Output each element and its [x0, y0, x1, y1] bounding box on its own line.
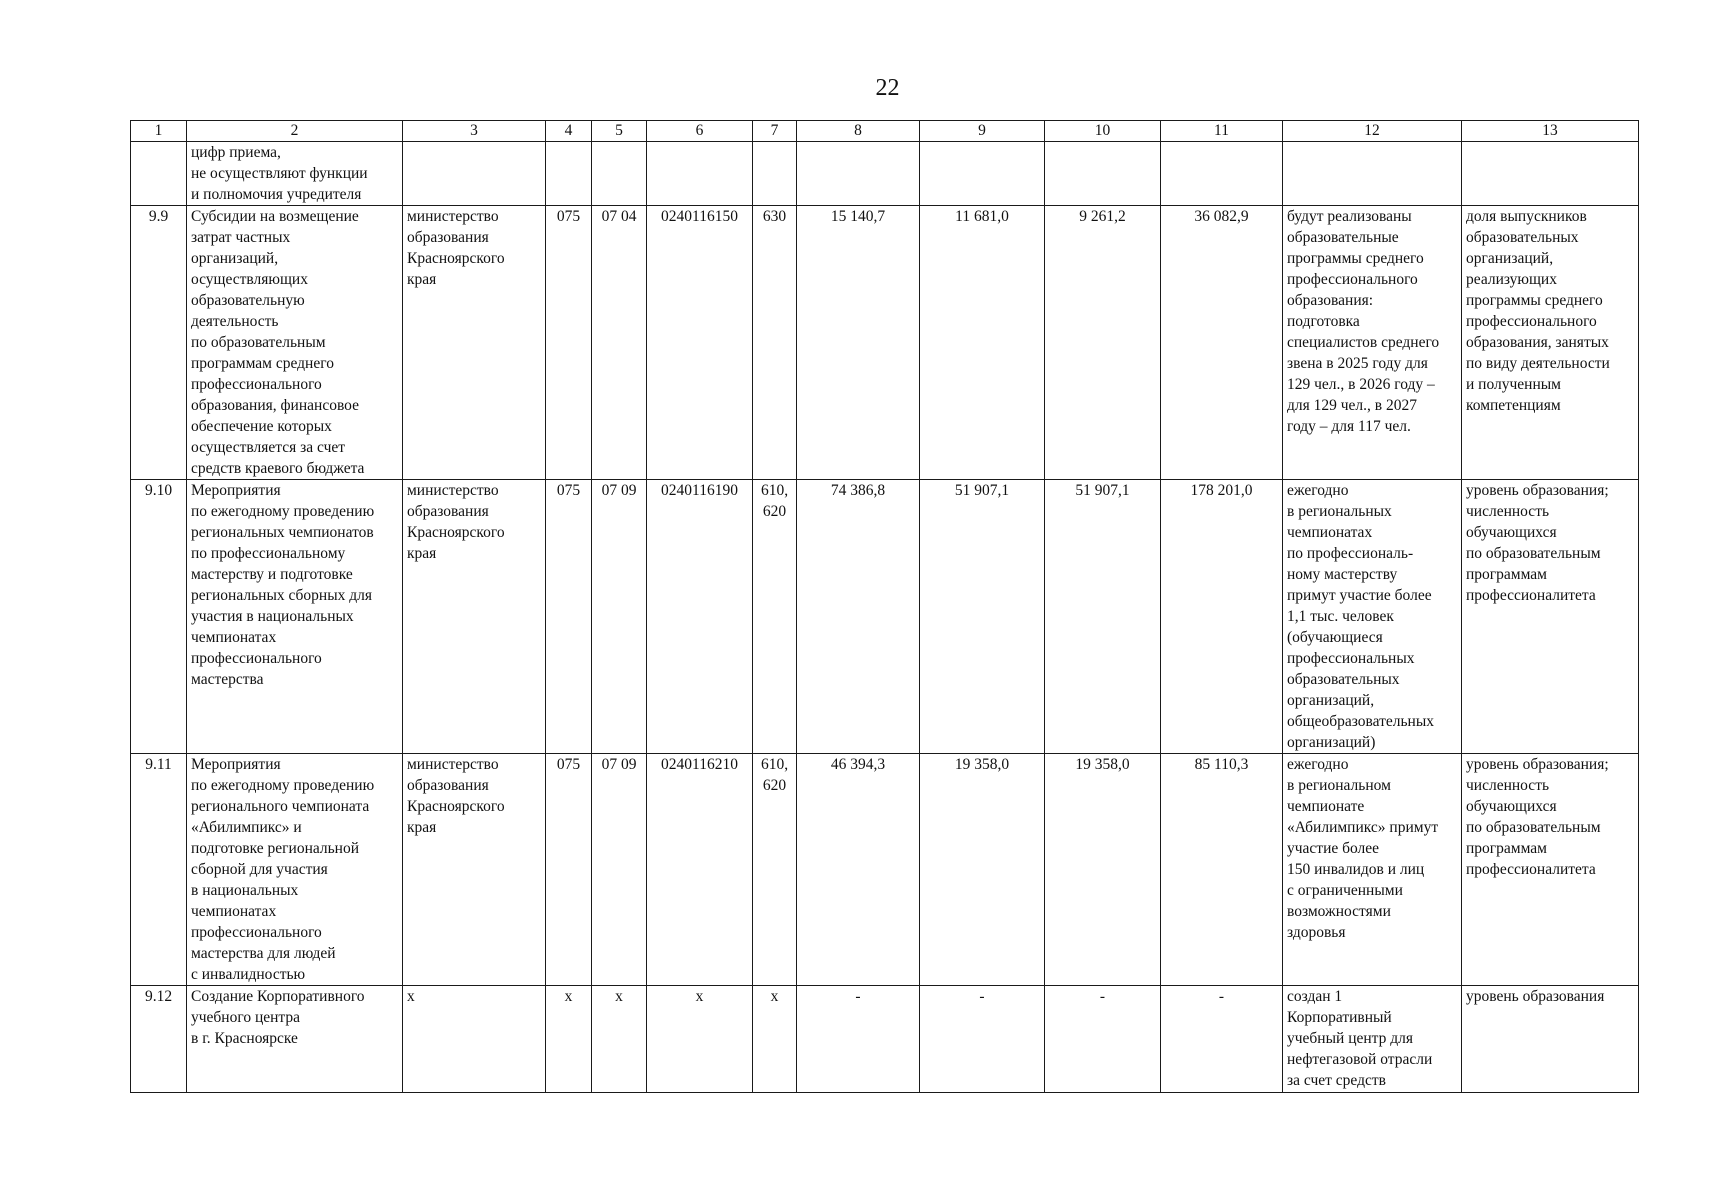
table-cell: 85 110,3	[1161, 754, 1283, 986]
table-cell	[1283, 142, 1462, 206]
table-cell: 610, 620	[753, 754, 797, 986]
table-cell: 9 261,2	[1045, 206, 1161, 480]
program-activities-table	[130, 120, 1639, 1093]
column-number: 7	[753, 121, 797, 142]
table-cell: 11 681,0	[920, 206, 1045, 480]
table-cell	[1462, 142, 1639, 206]
table-cell: х	[647, 986, 753, 1093]
expected-result: создан 1 Корпоративный учебный центр для нефтегазовой отрасли за счет средств	[1283, 986, 1462, 1093]
row-number: 9.12	[131, 986, 187, 1093]
table-row	[131, 986, 1639, 1093]
table-cell: -	[797, 986, 920, 1093]
table-cell: -	[920, 986, 1045, 1093]
table-cell: 075	[546, 480, 592, 754]
table-cell: 51 907,1	[920, 480, 1045, 754]
column-number: 8	[797, 121, 920, 142]
indicator: уровень образования	[1462, 986, 1639, 1093]
table-cell	[1045, 142, 1161, 206]
table-row	[131, 480, 1639, 754]
expected-result: будут реализованы образовательные программы среднего профессионального образования: подготовка специалистов среднего звена в 2025 году для 129 чел., в 2026 году – для 129 чел., в 2027 году – для 117 чел.	[1283, 206, 1462, 480]
page-number: 22	[875, 75, 900, 101]
table-cell: 630	[753, 206, 797, 480]
table-cell: 075	[546, 206, 592, 480]
table-cell: 19 358,0	[1045, 754, 1161, 986]
table-cell	[647, 142, 753, 206]
table-cell: 075	[546, 754, 592, 986]
activity-name: Мероприятия по ежегодному проведению региональных чемпионатов по профессиональному мастерству и подготовке региональных сборных для участия в национальных чемпионатах профессионального мастерства	[187, 480, 403, 754]
column-number: 13	[1462, 121, 1639, 142]
activity-name: Субсидии на возмещение затрат частных организаций, осуществляющих образовательную деятельность по образовательным программам среднего профессионального образования, финансовое обеспечение которых осуществляется за счет средств краевого бюджета	[187, 206, 403, 480]
column-number: 9	[920, 121, 1045, 142]
column-number: 3	[403, 121, 546, 142]
table-cell: х	[546, 986, 592, 1093]
table-row	[131, 206, 1639, 480]
table-cell: 07 04	[592, 206, 647, 480]
table-cell: 0240116210	[647, 754, 753, 986]
table-cell: -	[1161, 986, 1283, 1093]
table-cell	[546, 142, 592, 206]
column-number: 11	[1161, 121, 1283, 142]
table-cell	[920, 142, 1045, 206]
executor: х	[403, 986, 546, 1093]
table-cell	[797, 142, 920, 206]
expected-result: ежегодно в региональном чемпионате «Абилимпикс» примут участие более 150 инвалидов и лиц с ограниченными возможностями здоровья	[1283, 754, 1462, 986]
table-cell: 36 082,9	[1161, 206, 1283, 480]
table-cell: 0240116150	[647, 206, 753, 480]
executor: министерство образования Красноярского края	[403, 206, 546, 480]
indicator: уровень образования; численность обучающихся по образовательным программам профессионалитета	[1462, 480, 1639, 754]
table-cell: х	[753, 986, 797, 1093]
table-cell: 610, 620	[753, 480, 797, 754]
table-cell: 46 394,3	[797, 754, 920, 986]
table-cell: 07 09	[592, 480, 647, 754]
table-cell: 74 386,8	[797, 480, 920, 754]
table-cell: -	[1045, 986, 1161, 1093]
table-row	[131, 754, 1639, 986]
table-cell: 51 907,1	[1045, 480, 1161, 754]
table-cell: 0240116190	[647, 480, 753, 754]
activity-name: Создание Корпоративного учебного центра в г. Красноярске	[187, 986, 403, 1093]
indicator: доля выпускников образовательных организаций, реализующих программы среднего профессионального образования, занятых по виду деятельности и полученным компетенциям	[1462, 206, 1639, 480]
column-number-row	[131, 121, 1639, 142]
continuation-row	[131, 142, 1639, 206]
table-cell: х	[592, 986, 647, 1093]
table-cell	[131, 142, 187, 206]
executor: министерство образования Красноярского края	[403, 754, 546, 986]
table-cell: 15 140,7	[797, 206, 920, 480]
column-number: 5	[592, 121, 647, 142]
indicator: уровень образования; численность обучающихся по образовательным программам профессионалитета	[1462, 754, 1639, 986]
table-cell	[1161, 142, 1283, 206]
activity-name: Мероприятия по ежегодному проведению регионального чемпионата «Абилимпикс» и подготовке региональной сборной для участия в национальных чемпионатах профессионального мастерства для людей с инвалидностью	[187, 754, 403, 986]
column-number: 6	[647, 121, 753, 142]
expected-result: ежегодно в региональных чемпионатах по профессиональ- ному мастерству примут участие более 1,1 тыс. человек (обучающиеся профессиональных образовательных организаций, общеобразовательных организаций)	[1283, 480, 1462, 754]
column-number: 12	[1283, 121, 1462, 142]
table-cell	[753, 142, 797, 206]
column-number: 4	[546, 121, 592, 142]
table-cell: 19 358,0	[920, 754, 1045, 986]
table-cell: 07 09	[592, 754, 647, 986]
table-cell	[592, 142, 647, 206]
column-number: 10	[1045, 121, 1161, 142]
row-number: 9.10	[131, 480, 187, 754]
column-number: 1	[131, 121, 187, 142]
table-cell: 178 201,0	[1161, 480, 1283, 754]
column-number: 2	[187, 121, 403, 142]
row-number: 9.11	[131, 754, 187, 986]
table-cell	[403, 142, 546, 206]
table-cell: цифр приема, не осуществляют функции и полномочия учредителя	[187, 142, 403, 206]
row-number: 9.9	[131, 206, 187, 480]
executor: министерство образования Красноярского края	[403, 480, 546, 754]
